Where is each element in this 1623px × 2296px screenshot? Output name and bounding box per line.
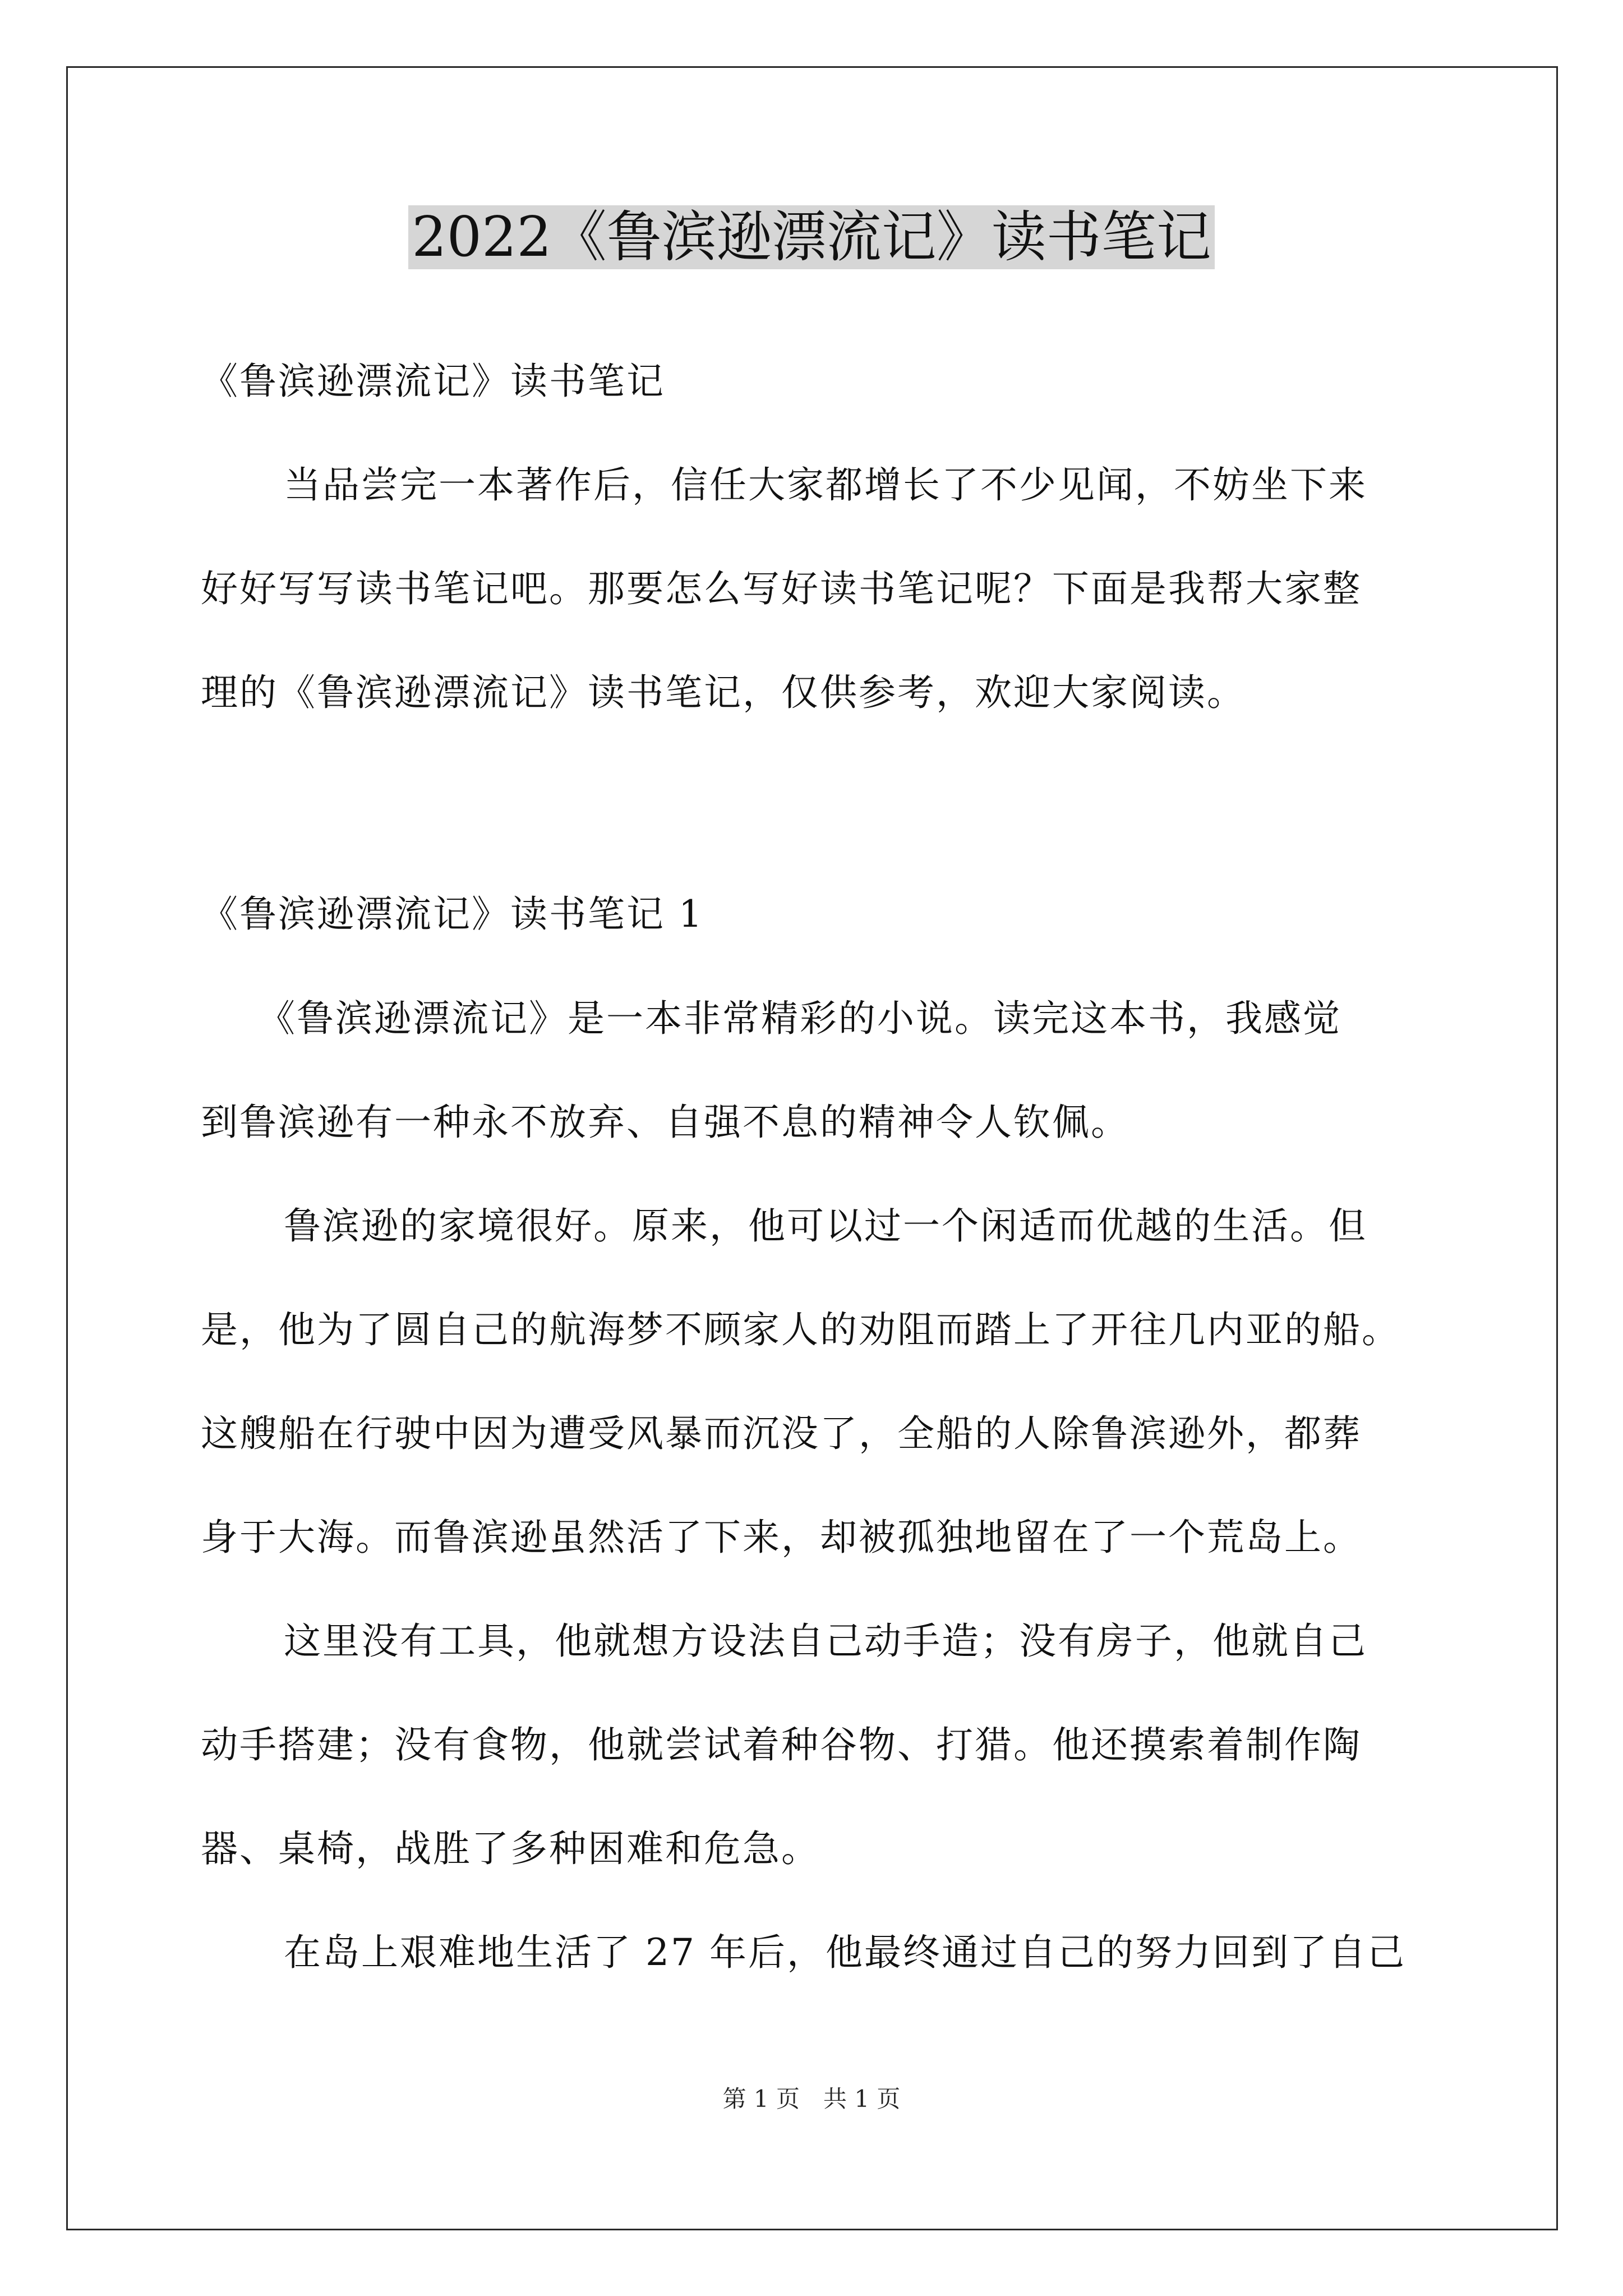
paragraph-line: 动手搭建；没有食物，他就尝试着种谷物、打猎。他还摸索着制作陶 [201, 1723, 1362, 1766]
paragraph-line: 这里没有工具，他就想方设法自己动手造；没有房子，他就自己 [284, 1619, 1367, 1663]
paragraph-line: 好好写写读书笔记吧。那要怎么写好读书笔记呢？下面是我帮大家整 [201, 567, 1362, 610]
paragraph-line: 身于大海。而鲁滨逊虽然活了下来，却被孤独地留在了一个荒岛上。 [201, 1516, 1362, 1559]
page-footer [0, 2082, 1623, 2116]
paragraph-line: 鲁滨逊的家境很好。原来，他可以过一个闲适而优越的生活。但 [284, 1204, 1367, 1248]
paragraph-line: 器、桌椅，战胜了多种困难和危急。 [201, 1827, 820, 1870]
section-heading: 《鲁滨逊漂流记》读书笔记 1 [201, 892, 704, 936]
subtitle-line: 《鲁滨逊漂流记》读书笔记 [201, 360, 665, 403]
page-number: 第 1 页 共 1 页 [722, 2085, 901, 2113]
paragraph-line: 理的《鲁滨逊漂流记》读书笔记，仅供参考，欢迎大家阅读。 [201, 671, 1246, 714]
paragraph-line: 这艘船在行驶中因为遭受风暴而沉没了，全船的人除鲁滨逊外，都葬 [201, 1412, 1362, 1455]
document-title [0, 201, 1623, 274]
paragraph-line: 当品尝完一本著作后，信任大家都增长了不少见闻，不妨坐下来 [284, 463, 1367, 507]
document-title-text: 2022《鲁滨逊漂流记》读书笔记 [408, 205, 1214, 269]
paragraph-line: 是，他为了圆自己的航海梦不顾家人的劝阻而踏上了开往几内亚的船。 [201, 1308, 1400, 1351]
paragraph-line: 《鲁滨逊漂流记》是一本非常精彩的小说。读完这本书，我感觉 [258, 997, 1341, 1040]
paragraph-line: 到鲁滨逊有一种永不放弃、自强不息的精神令人钦佩。 [201, 1101, 1129, 1144]
paragraph-line: 在岛上艰难地生活了 27 年后，他最终通过自己的努力回到了自己 [284, 1931, 1406, 1974]
